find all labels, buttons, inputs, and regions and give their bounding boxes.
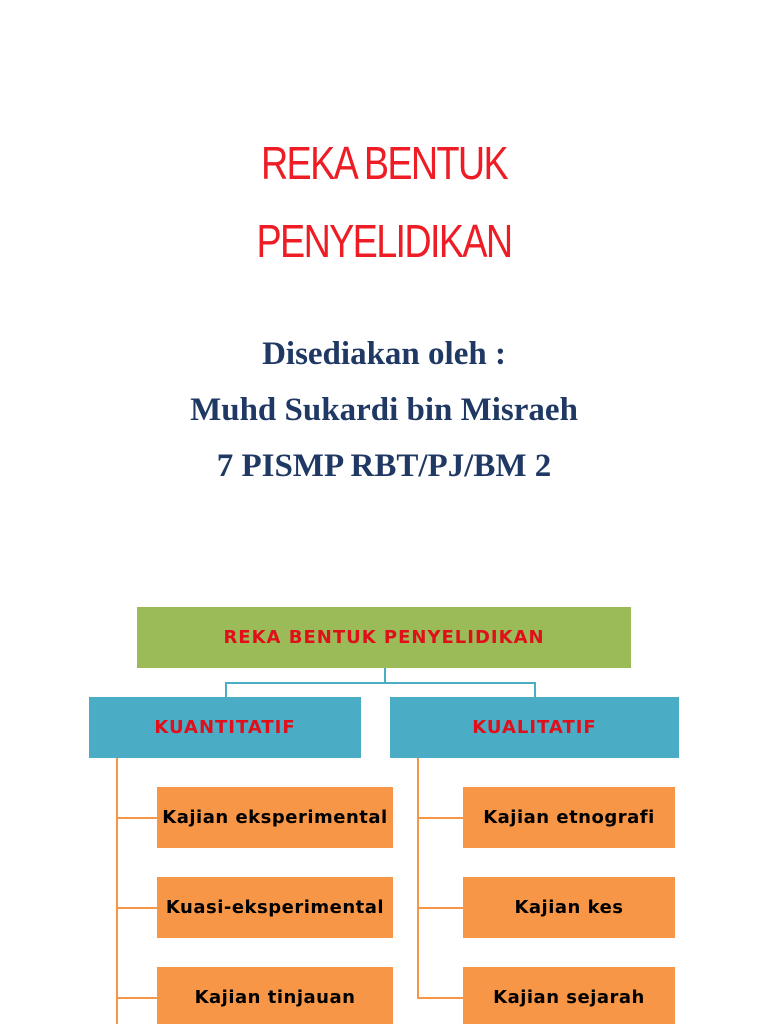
leaf-kajian-tinjauan: Kajian tinjauan <box>157 967 393 1024</box>
left-category-connector <box>225 682 227 697</box>
left-tree-branch-3 <box>116 997 157 999</box>
author-name: Muhd Sukardi bin Misraeh <box>190 392 578 428</box>
left-tree-branch-1 <box>116 817 157 819</box>
category-qualitative: KUALITATIF <box>390 697 679 758</box>
root-connector-vertical <box>384 668 386 683</box>
left-tree-trunk <box>116 758 118 1024</box>
right-tree-branch-2 <box>417 907 463 909</box>
leaf-kajian-etnografi: Kajian etnografi <box>463 787 675 848</box>
right-tree-trunk <box>417 758 419 998</box>
leaf-kajian-eksperimental: Kajian eksperimental <box>157 787 393 848</box>
root-connector-horizontal <box>225 682 536 684</box>
root-node: REKA BENTUK PENYELIDIKAN <box>137 607 631 668</box>
class-code: 7 PISMP RBT/PJ/BM 2 <box>216 448 552 484</box>
leaf-kajian-kes: Kajian kes <box>463 877 675 938</box>
right-category-connector <box>534 682 536 697</box>
leaf-kajian-sejarah: Kajian sejarah <box>463 967 675 1024</box>
title-line-1: REKA BENTUK <box>260 137 508 189</box>
right-tree-branch-1 <box>417 817 463 819</box>
category-quantitative: KUANTITATIF <box>89 697 361 758</box>
title-line-2: PENYELIDIKAN <box>256 215 512 267</box>
prepared-by-label: Disediakan oleh : <box>262 336 506 372</box>
left-tree-branch-2 <box>116 907 157 909</box>
leaf-kuasi-eksperimental: Kuasi-eksperimental <box>157 877 393 938</box>
right-tree-branch-3 <box>417 997 463 999</box>
